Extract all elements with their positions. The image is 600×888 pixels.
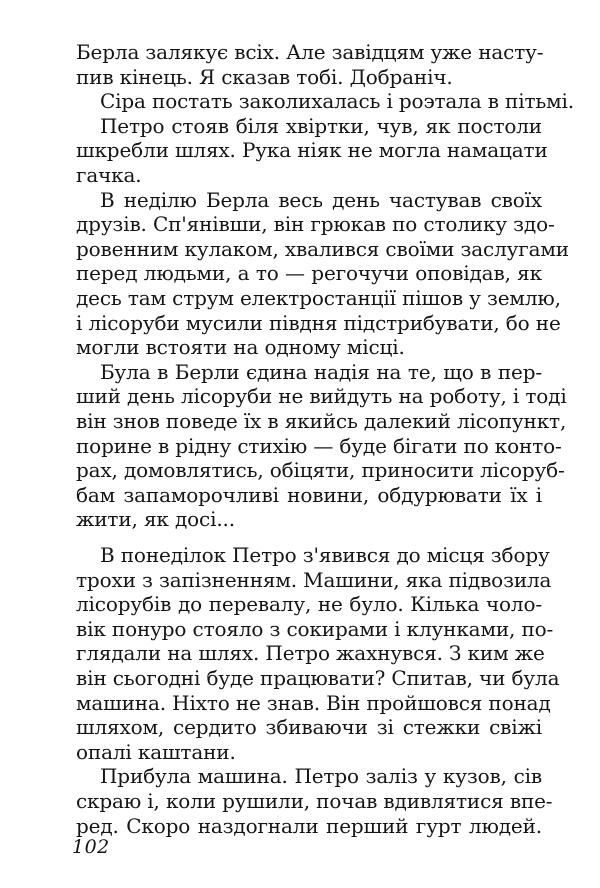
text-line: могли встояти на одному місці.	[76, 335, 405, 360]
paragraph	[76, 543, 560, 764]
text-line: десь там струм електростанції пішов у землю,	[76, 285, 561, 310]
text-line: пив кінець. Я сказав тобі. Добраніч.	[76, 64, 453, 89]
text-line: і лісоруби мусили півдня підстрибувати, бо не	[76, 310, 561, 335]
text-line: шляхом, сердито збиваючи зі стежки свіжі	[76, 715, 542, 740]
text-line: перед людьми, а то — регочучи оповідав, як	[76, 261, 542, 286]
text-line: трохи з запізненням. Машини, яка підвозила	[76, 567, 552, 592]
page-number: 102	[72, 836, 110, 858]
text-line: він сьогодні буде працювати? Спитав, чи була	[76, 665, 560, 690]
paragraph	[76, 187, 569, 360]
text-line: лісорубів до перевалу, не було. Кілька чоло-	[76, 592, 542, 617]
text-line: Петро стояв біля хвіртки, чув, як постоли	[100, 113, 542, 138]
text-line: Берла залякує всіх. Але завідцям уже насту-	[76, 40, 544, 64]
text-line: вік понуро стояло з сокирами і клунками, по-	[76, 616, 554, 641]
paragraph	[76, 764, 553, 838]
text-line: рах, домовлятись, обіцяти, приносити лісоруб-	[76, 458, 565, 483]
paragraph	[76, 40, 542, 89]
text-line: ред. Скоро наздогнали перший гурт людей.	[76, 813, 542, 838]
paragraph	[76, 113, 548, 188]
text-line: гачка.	[76, 162, 142, 187]
text-line: жити, як досі...	[76, 507, 235, 532]
text-line: друзів. Сп'янівши, він грюкав по столику здо-	[76, 212, 555, 237]
paragraph	[76, 89, 574, 114]
text-line: ший день лісоруби не вийдуть на роботу, і тоді	[76, 384, 567, 409]
text-line: В понеділок Петро з'явився до місця збору	[100, 543, 550, 567]
text-line: Сіра постать заколихалась і роэтала в пітьмі.	[100, 89, 574, 114]
text-line: опалі каштани.	[76, 739, 236, 764]
text-line: Прибула машина. Петро заліз у кузов, сів	[100, 764, 542, 789]
text-line: порине в рідну стихію — буде бігати по конто-	[76, 433, 562, 458]
text-line: В неділю Берла весь день частував своїх	[100, 187, 542, 212]
text-line: шкребли шлях. Рука ніяк не могла намацати	[76, 138, 548, 163]
text-section-1	[76, 40, 574, 532]
text-section-2	[76, 543, 560, 838]
text-line: Була в Берли єдина надія на те, що в пер-	[100, 359, 542, 384]
text-line: ровенним кулаком, хвалився своїми заслугами	[76, 236, 569, 261]
text-line: глядали на шлях. Петро жахнувся. З ким же	[76, 641, 545, 666]
paragraph	[76, 359, 567, 532]
text-line: бам запаморочливі новини, обдурювати їх і	[76, 482, 542, 507]
text-line: машина. Ніхто не знав. Він пройшовся понад	[76, 690, 551, 715]
text-line: він знов поведе їх в якийсь далекий лісопункт,	[76, 408, 567, 433]
text-line: скраю і, коли рушили, почав вдивлятися впе-	[76, 788, 553, 813]
